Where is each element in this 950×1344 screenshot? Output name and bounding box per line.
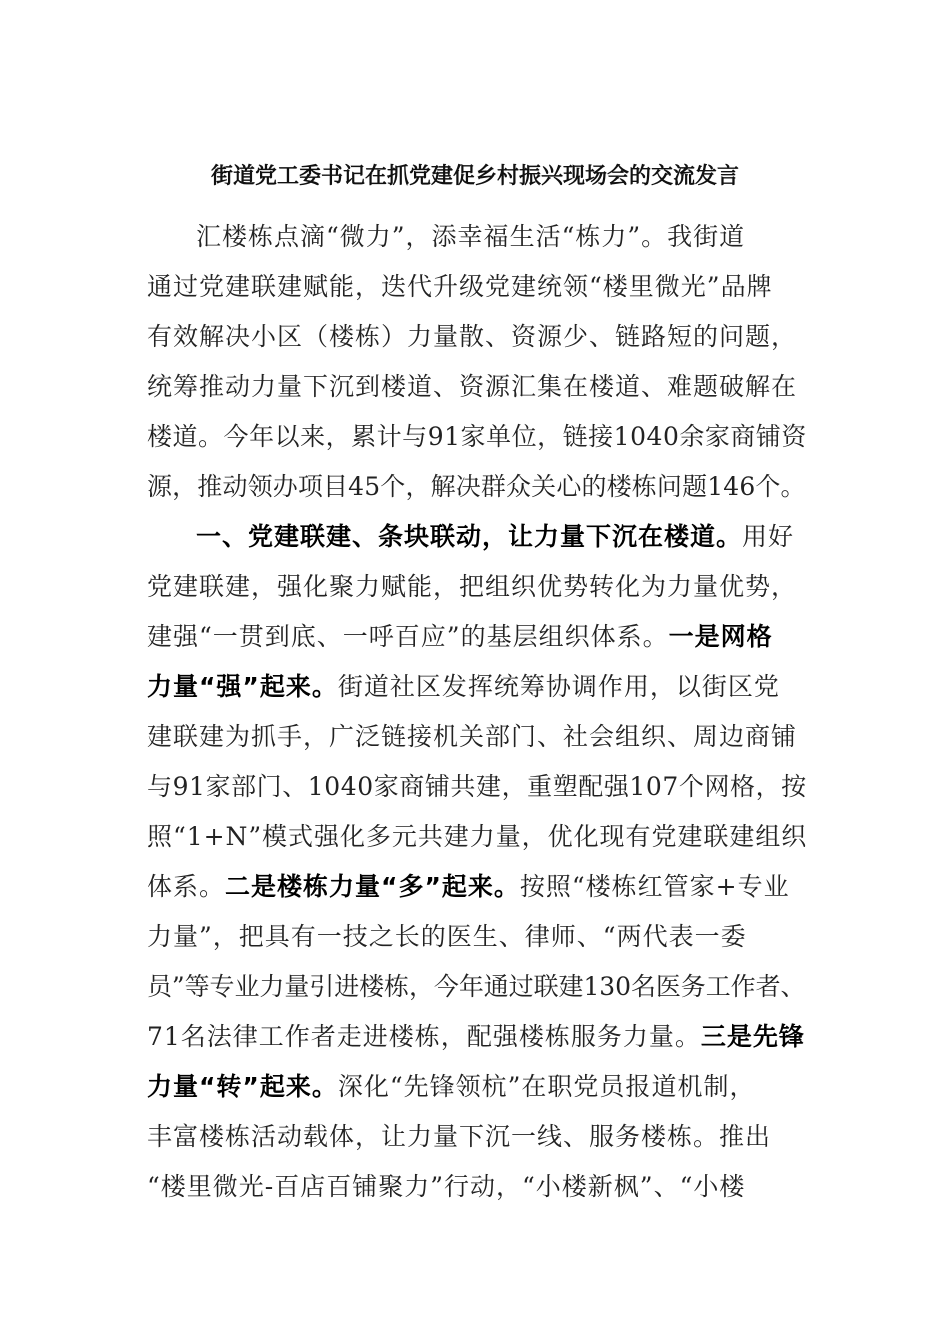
text-run: “楼里微光-百店百铺聚力”行动，“小楼新枫”、“小楼 (147, 1172, 746, 1201)
text-line (147, 762, 807, 812)
bold-text-run: 一、党建联建、条块联动，让力量下沉在楼道。 (196, 522, 743, 551)
text-line (147, 412, 807, 462)
text-line (147, 712, 807, 762)
bold-text-run: 力量“转”起来。 (147, 1072, 338, 1101)
text-run: 源，推动领办项目45个，解决群众关心的楼栋问题146个。 (147, 472, 806, 501)
text-line (147, 612, 807, 662)
text-line (147, 962, 807, 1012)
document-title: 街道党工委书记在抓党建促乡村振兴现场会的交流发言 (210, 164, 739, 189)
text-line (147, 1162, 807, 1212)
text-line (147, 462, 807, 512)
text-run: 按照“楼栋红管家+专业 (519, 872, 790, 901)
text-run: 与91家部门、1040家商铺共建，重塑配强107个网格，按 (147, 772, 807, 801)
text-run: 丰富楼栋活动载体，让力量下沉一线、服务楼栋。推出 (147, 1122, 772, 1151)
text-run: 用好 (742, 522, 795, 551)
text-run: 照“1+N”模式强化多元共建力量，优化现有党建联建组织 (147, 822, 808, 851)
text-run: 汇楼栋点滴“微力”，添幸福生活“栋力”。我街道 (196, 222, 746, 251)
bold-text-run: 三是先锋 (700, 1022, 805, 1051)
text-run: 统筹推动力量下沉到楼道、资源汇集在楼道、难题破解在 (147, 372, 798, 401)
text-run: 深化“先锋领杭”在职党员报道机制， (337, 1072, 756, 1101)
text-line (147, 262, 807, 312)
text-run: 建联建为抓手，广泛链接机关部门、社会组织、周边商铺 (147, 722, 798, 751)
text-run: 党建联建，强化聚力赋能，把组织优势转化为力量优势， (147, 572, 798, 601)
text-line (147, 1112, 807, 1162)
bold-text-run: 二是楼栋力量“多”起来。 (225, 872, 520, 901)
text-line (196, 512, 807, 562)
text-line (147, 312, 807, 362)
bold-text-run: 力量“强”起来。 (147, 672, 338, 701)
text-line (147, 662, 807, 712)
text-run: 体系。 (147, 872, 226, 901)
text-line (147, 862, 807, 912)
text-run: 建强“一贯到底、一呼百应”的基层组织体系。 (147, 622, 669, 651)
text-line (147, 562, 807, 612)
text-line (147, 912, 807, 962)
text-run: 楼道。今年以来，累计与91家单位，链接1040余家商铺资 (147, 422, 807, 451)
text-run: 力量”，把具有一技之长的医生、律师、“两代表一委 (147, 922, 747, 951)
text-line (147, 1012, 807, 1062)
text-line (196, 212, 807, 262)
text-line (147, 1062, 807, 1112)
text-line (147, 812, 807, 862)
text-run: 员”等专业力量引进楼栋，今年通过联建130名医务工作者、 (147, 972, 806, 1001)
text-run: 71名法律工作者走进楼栋，配强楼栋服务力量。 (147, 1022, 701, 1051)
text-line (147, 362, 807, 412)
text-run: 通过党建联建赋能，迭代升级党建统领“楼里微光”品牌 (147, 272, 773, 301)
text-run: 有效解决小区（楼栋）力量散、资源少、链路短的问题， (147, 322, 798, 351)
text-run: 街道社区发挥统筹协调作用，以街区党 (337, 672, 780, 701)
bold-text-run: 一是网格 (668, 622, 773, 651)
